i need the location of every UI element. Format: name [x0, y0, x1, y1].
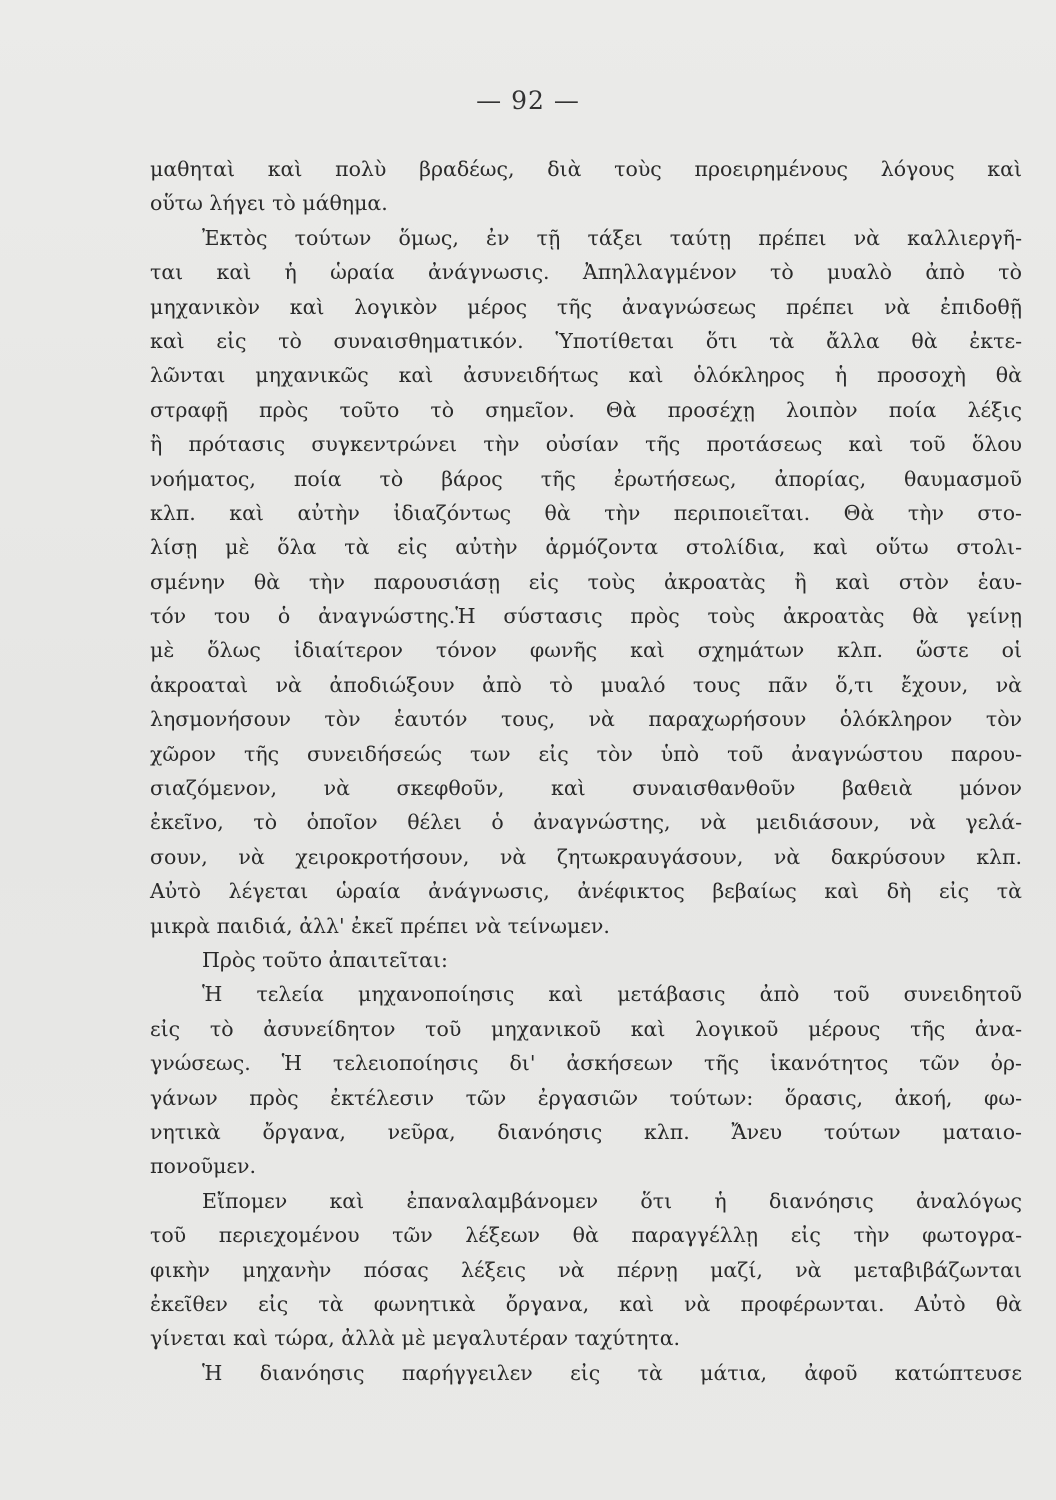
text-line: λῶνται μηχανικῶς καὶ ἀσυνειδήτως καὶ ὁλόκληρος ἡ προσοχὴ θὰ	[150, 363, 1022, 388]
text-line: στραφῇ πρὸς τοῦτο τὸ σημεῖον. Θὰ προσέχῃ λοιπὸν ποία λέξις	[150, 397, 1022, 422]
text-line: σουν, νὰ χειροκροτήσουν, νὰ ζητωκραυγάσουν, νὰ δακρύσουν κλπ.	[150, 844, 1022, 869]
text-line: οὕτω λήγει τὸ μάθημα.	[150, 191, 388, 216]
text-line: τόν του ὁ ἀναγνώστης.Ἡ σύστασις πρὸς τοὺς ἀκροατὰς θὰ γείνῃ	[150, 604, 1022, 629]
text-line: γάνων πρὸς ἐκτέλεσιν τῶν ἐργασιῶν τούτων: ὅρασις, ἀκοή, φω-	[150, 1085, 1022, 1110]
text-line: λησμονήσουν τὸν ἑαυτόν τους, νὰ παραχωρήσουν ὁλόκληρον τὸν	[150, 707, 1022, 732]
text-line: ἢ πρότασις συγκεντρώνει τὴν οὐσίαν τῆς προτάσεως καὶ τοῦ ὅλου	[150, 432, 1022, 457]
text-line: πονοῦμεν.	[150, 1154, 257, 1179]
text-line: εἰς τὸ ἀσυνείδητον τοῦ μηχανικοῦ καὶ λογικοῦ μέρους τῆς ἀνα-	[150, 1016, 1022, 1041]
text-line: μικρὰ παιδιά, ἀλλ' ἐκεῖ πρέπει νὰ τείνωμεν.	[150, 913, 610, 938]
text-line: Ἡ διανόησις παρήγγειλεν εἰς τὰ μάτια, ἀφοῦ κατώπτευσε	[202, 1360, 1022, 1385]
page-number: — 92 —	[476, 86, 580, 115]
text-line: μαθηταὶ καὶ πολὺ βραδέως, διὰ τοὺς προειρημένους λόγους καὶ	[150, 157, 1022, 181]
text-line: τοῦ περιεχομένου τῶν λέξεων θὰ παραγγέλλῃ εἰς τὴν φωτογρα-	[150, 1223, 1022, 1248]
text-line: γνώσεως. Ἡ τελειοποίησις δι' ἀσκήσεων τῆς ἱκανότητος τῶν ὀρ-	[150, 1051, 1022, 1076]
text-line: γίνεται καὶ τώρα, ἀλλὰ μὲ μεγαλυτέραν ταχύτητα.	[150, 1326, 681, 1351]
text-line: μηχανικὸν καὶ λογικὸν μέρος τῆς ἀναγνώσεως πρέπει νὰ ἐπιδοθῇ	[150, 294, 1022, 319]
text-line: νοήματος, ποία τὸ βάρος τῆς ἐρωτήσεως, ἀπορίας, θαυμασμοῦ	[150, 466, 1022, 491]
text-line: μὲ ὅλως ἰδιαίτερον τόνον φωνῆς καὶ σχημάτων κλπ. ὥστε οἱ	[150, 638, 1022, 663]
text-line: φικὴν μηχανὴν πόσας λέξεις νὰ πέρνῃ μαζί, νὰ μεταβιβάζωνται	[150, 1257, 1022, 1282]
text-line: ἀκροαταὶ νὰ ἀποδιώξουν ἀπὸ τὸ μυαλό τους πᾶν ὅ,τι ἔχουν, νὰ	[150, 672, 1022, 697]
text-line: ται καὶ ἡ ὡραία ἀνάγνωσις. Ἀπηλλαγμένον τὸ μυαλὸ ἀπὸ τὸ	[150, 260, 1022, 285]
text-line: σιαζόμενον, νὰ σκεφθοῦν, καὶ συναισθανθοῦν βαθειὰ μόνον	[150, 776, 1022, 801]
text-line: ἐκεῖνο, τὸ ὁποῖον θέλει ὁ ἀναγνώστης, νὰ μειδιάσουν, νὰ γελά-	[150, 810, 1022, 835]
text-line: σμένην θὰ τὴν παρουσιάσῃ εἰς τοὺς ἀκροατὰς ἢ καὶ στὸν ἑαυ-	[150, 569, 1022, 594]
text-line: καὶ εἰς τὸ συναισθηματικόν. Ὑποτίθεται ὅτι τὰ ἄλλα θὰ ἐκτε-	[150, 328, 1022, 353]
text-line: Ἐκτὸς τούτων ὅμως, ἐν τῇ τάξει ταύτῃ πρέπει νὰ καλλιεργῆ-	[202, 225, 1022, 250]
text-line: Ἡ τελεία μηχανοποίησις καὶ μετάβασις ἀπὸ τοῦ συνειδητοῦ	[202, 982, 1022, 1007]
text-line: χῶρον τῆς συνειδήσεώς των εἰς τὸν ὑπὸ τοῦ ἀναγνώστου παρου-	[150, 741, 1022, 766]
body-text	[150, 152, 1022, 1390]
text-line: Εἴπομεν καὶ ἐπαναλαμβάνομεν ὅτι ἡ διανόησις ἀναλόγως	[202, 1188, 1022, 1213]
text-line: κλπ. καὶ αὐτὴν ἰδιαζόντως θὰ τὴν περιποιεῖται. Θὰ τὴν στο-	[150, 500, 1022, 525]
text-line: ἐκεῖθεν εἰς τὰ φωνητικὰ ὄργανα, καὶ νὰ προφέρωνται. Αὐτὸ θὰ	[150, 1291, 1022, 1316]
text-line: Αὐτὸ λέγεται ὡραία ἀνάγνωσις, ἀνέφικτος βεβαίως καὶ δὴ εἰς τὰ	[150, 879, 1022, 904]
text-line: Πρὸς τοῦτο ἀπαιτεῖται:	[202, 947, 448, 972]
text-line: λίσῃ μὲ ὅλα τὰ εἰς αὐτὴν ἁρμόζοντα στολίδια, καὶ οὕτω στολι-	[150, 535, 1022, 560]
text-line: νητικὰ ὄργανα, νεῦρα, διανόησις κλπ. Ἄνευ τούτων ματαιο-	[150, 1119, 1022, 1144]
